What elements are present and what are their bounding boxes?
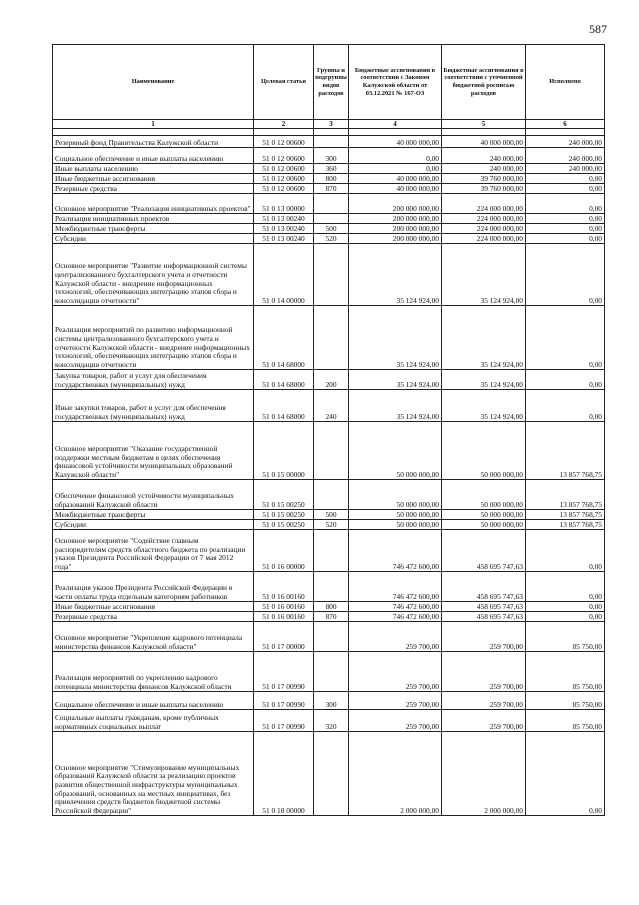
cell-target-code: 51 0 12 00600 — [254, 148, 314, 164]
cell-executed-amount: 0,00 — [526, 224, 605, 234]
cell-group: 240 — [314, 390, 349, 422]
cell-target-code: 51 0 17 00990 — [254, 652, 314, 692]
cell-refined-amount: 259 700,00 — [442, 692, 526, 710]
cell-law-amount: 200 000 000,00 — [349, 214, 442, 224]
cell-law-amount: 200 000 000,00 — [349, 194, 442, 214]
table-row — [53, 602, 605, 612]
cell-executed-amount: 13 857 768,75 — [526, 422, 605, 480]
cell-group: 500 — [314, 510, 349, 520]
cell-refined-amount: 259 700,00 — [442, 622, 526, 652]
cell-name: Иные выплаты населению — [53, 164, 254, 174]
cell-group: 520 — [314, 520, 349, 530]
cell-refined-amount: 35 124 924,00 — [442, 390, 526, 422]
cell-name: Реализация мероприятий по укреплению кадрового потенциала министерства финансов Калужской области — [53, 652, 254, 692]
cell-refined-amount: 458 695 747,63 — [442, 530, 526, 572]
cell-refined-amount: 224 000 000,00 — [442, 234, 526, 244]
table-row — [53, 520, 605, 530]
cell-target-code: 51 0 14 68000 — [254, 370, 314, 390]
cell-target-code: 51 0 14 00000 — [254, 244, 314, 306]
table-row — [53, 194, 605, 214]
cell-group — [314, 480, 349, 510]
cell-law-amount: 746 472 600,00 — [349, 572, 442, 602]
cell-group — [314, 732, 349, 816]
cell-law-amount: 35 124 924,00 — [349, 244, 442, 306]
cell-law-amount: 0,00 — [349, 148, 442, 164]
cell-refined-amount: 50 000 000,00 — [442, 520, 526, 530]
cell-group: 870 — [314, 184, 349, 194]
cell-executed-amount: 0,00 — [526, 306, 605, 370]
header-executed: Исполнено — [526, 45, 605, 120]
header-law: Бюджетные ассигнования в соответствии с Законом Калужской области от 03.12.2021 № 167-ОЗ — [349, 45, 442, 120]
cell-executed-amount: 0,00 — [526, 572, 605, 602]
table-row — [53, 622, 605, 652]
cell-name: Межбюджетные трансферты — [53, 510, 254, 520]
cell-refined-amount: 35 124 924,00 — [442, 370, 526, 390]
cell-executed-amount: 0,00 — [526, 602, 605, 612]
cell-name: Резервный фонд Правительства Калужской области — [53, 136, 254, 148]
cell-refined-amount: 458 695 747,63 — [442, 602, 526, 612]
cell-executed-amount: 0,00 — [526, 234, 605, 244]
cell-name: Субсидии — [53, 520, 254, 530]
table-row — [53, 306, 605, 370]
cell-name: Реализация мероприятий по развитию информационной системы централизованного бухгалтерского учета и отчетности Калужской области - внедрение информационных технологий, обеспечивающих интеграцию этапов сбора и консолидации отчетности — [53, 306, 254, 370]
cell-refined-amount: 259 700,00 — [442, 710, 526, 732]
cell-name: Социальные выплаты гражданам, кроме публичных нормативных социальных выплат — [53, 710, 254, 732]
cell-target-code: 51 0 18 00000 — [254, 732, 314, 816]
cell-executed-amount: 0,00 — [526, 174, 605, 184]
table-body — [53, 129, 605, 816]
cell-law-amount: 35 124 924,00 — [349, 390, 442, 422]
cell-group — [314, 136, 349, 148]
cell-name: Основное мероприятие "Стимулирование муниципальных образований Калужской области за реализацию проектов развития общественной инфраструктуры муниципальных образований, основанных на местных инициативах, без привлечения средств бюджетов бюджетной системы Российской Федерации" — [53, 732, 254, 816]
cell-target-code: 51 0 13 00240 — [254, 224, 314, 234]
cell-target-code: 51 0 12 00600 — [254, 136, 314, 148]
cell-group — [314, 572, 349, 602]
cell-group — [314, 530, 349, 572]
cell-name: Основное мероприятие "Оказание государственной поддержки местным бюджетам в целях обеспечения финансовой устойчивости муниципальных образований Калужской области" — [53, 422, 254, 480]
cell-refined-amount: 50 000 000,00 — [442, 510, 526, 520]
cell-executed-amount: 13 857 768,75 — [526, 520, 605, 530]
cell-executed-amount: 85 750,00 — [526, 622, 605, 652]
cell-law-amount: 40 000 000,00 — [349, 136, 442, 148]
cell-group — [314, 422, 349, 480]
budget-table — [52, 44, 605, 816]
table-row — [53, 572, 605, 602]
cell-executed-amount: 85 750,00 — [526, 710, 605, 732]
table-row — [53, 480, 605, 510]
table-row — [53, 692, 605, 710]
cell-group: 320 — [314, 710, 349, 732]
table-row — [53, 652, 605, 692]
cell-law-amount: 35 124 924,00 — [349, 306, 442, 370]
table-row — [53, 510, 605, 520]
column-index: 3 — [314, 120, 349, 129]
column-index-row — [53, 120, 605, 129]
cell-name: Основное мероприятие "Укрепление кадрового потенциала министерства финансов Калужской области" — [53, 622, 254, 652]
table-row — [53, 612, 605, 622]
cell-group: 800 — [314, 602, 349, 612]
cell-group — [314, 652, 349, 692]
cell-executed-amount: 0,00 — [526, 244, 605, 306]
header-group: Группы и подгруппы видов расходов — [314, 45, 349, 120]
cell-target-code: 51 0 13 00240 — [254, 214, 314, 224]
table-row — [53, 148, 605, 164]
cell-law-amount: 259 700,00 — [349, 710, 442, 732]
cell-refined-amount: 458 695 747,63 — [442, 572, 526, 602]
header-target: Целевая статья — [254, 45, 314, 120]
cell-refined-amount: 39 760 000,00 — [442, 174, 526, 184]
cell-name: Социальное обеспечение и иные выплаты населению — [53, 692, 254, 710]
column-index: 6 — [526, 120, 605, 129]
cell-law-amount: 50 000 000,00 — [349, 480, 442, 510]
cell-refined-amount: 240 000,00 — [442, 148, 526, 164]
cell-refined-amount: 50 000 000,00 — [442, 480, 526, 510]
table-row — [53, 422, 605, 480]
cell-executed-amount: 0,00 — [526, 194, 605, 214]
cell-law-amount: 50 000 000,00 — [349, 510, 442, 520]
cell-name: Резервные средства — [53, 612, 254, 622]
cell-group: 870 — [314, 612, 349, 622]
cell-executed-amount: 85 750,00 — [526, 652, 605, 692]
cell-executed-amount: 0,00 — [526, 184, 605, 194]
cell-refined-amount: 240 000,00 — [442, 164, 526, 174]
cell-target-code: 51 0 15 00250 — [254, 510, 314, 520]
column-index: 2 — [254, 120, 314, 129]
cell-executed-amount: 0,00 — [526, 390, 605, 422]
cell-law-amount: 746 472 600,00 — [349, 612, 442, 622]
cell-name: Резервные средства — [53, 184, 254, 194]
cell-group — [314, 194, 349, 214]
cell-name: Социальное обеспечение и иные выплаты населению — [53, 148, 254, 164]
cell-executed-amount: 240 000,00 — [526, 148, 605, 164]
cell-law-amount: 40 000 000,00 — [349, 184, 442, 194]
column-index: 1 — [53, 120, 254, 129]
cell-name: Реализация инициативных проектов — [53, 214, 254, 224]
cell-target-code: 51 0 17 00000 — [254, 622, 314, 652]
cell-target-code: 51 0 15 00250 — [254, 520, 314, 530]
cell-group — [314, 622, 349, 652]
cell-target-code: 51 0 16 00160 — [254, 572, 314, 602]
cell-refined-amount: 35 124 924,00 — [442, 306, 526, 370]
cell-refined-amount: 39 760 000,00 — [442, 184, 526, 194]
cell-group — [314, 244, 349, 306]
cell-executed-amount: 0,00 — [526, 732, 605, 816]
cell-target-code: 51 0 16 00160 — [254, 602, 314, 612]
cell-refined-amount: 224 000 000,00 — [442, 224, 526, 234]
cell-name: Закупка товаров, работ и услуг для обеспечения государственных (муниципальных) нужд — [53, 370, 254, 390]
cell-executed-amount: 0,00 — [526, 370, 605, 390]
cell-law-amount: 40 000 000,00 — [349, 174, 442, 184]
cell-law-amount: 259 700,00 — [349, 622, 442, 652]
cell-refined-amount: 50 000 000,00 — [442, 422, 526, 480]
cell-refined-amount: 35 124 924,00 — [442, 244, 526, 306]
cell-refined-amount: 40 000 000,00 — [442, 136, 526, 148]
cell-law-amount: 259 700,00 — [349, 652, 442, 692]
column-index: 4 — [349, 120, 442, 129]
cell-law-amount: 200 000 000,00 — [349, 234, 442, 244]
cell-name: Межбюджетные трансферты — [53, 224, 254, 234]
header-row — [53, 45, 605, 120]
cell-name: Иные бюджетные ассигнования — [53, 602, 254, 612]
cell-law-amount: 50 000 000,00 — [349, 520, 442, 530]
table-row — [53, 234, 605, 244]
cell-target-code: 51 0 12 00600 — [254, 164, 314, 174]
cell-name: Основное мероприятие "Содействие главным распорядителям средств областного бюджета по реализации указов Президента Российской Федерации от 7 мая 2012 года" — [53, 530, 254, 572]
cell-group: 520 — [314, 234, 349, 244]
cell-target-code: 51 0 16 00000 — [254, 530, 314, 572]
cell-law-amount: 2 000 000,00 — [349, 732, 442, 816]
table-row — [53, 224, 605, 234]
table-row — [53, 244, 605, 306]
table-row — [53, 390, 605, 422]
cell-law-amount: 50 000 000,00 — [349, 422, 442, 480]
cell-law-amount: 200 000 000,00 — [349, 224, 442, 234]
cell-target-code: 51 0 15 00000 — [254, 422, 314, 480]
cell-refined-amount: 458 695 747,63 — [442, 612, 526, 622]
table-row — [53, 732, 605, 816]
cell-target-code: 51 0 13 00240 — [254, 234, 314, 244]
cell-executed-amount: 13 857 768,75 — [526, 510, 605, 520]
cell-refined-amount: 224 000 000,00 — [442, 194, 526, 214]
cell-group: 360 — [314, 164, 349, 174]
cell-group: 300 — [314, 692, 349, 710]
table-row — [53, 710, 605, 732]
cell-group: 800 — [314, 174, 349, 184]
cell-target-code: 51 0 14 68000 — [254, 390, 314, 422]
cell-target-code: 51 0 17 00990 — [254, 710, 314, 732]
cell-law-amount: 0,00 — [349, 164, 442, 174]
cell-target-code: 51 0 15 00250 — [254, 480, 314, 510]
cell-executed-amount: 85 750,00 — [526, 692, 605, 710]
cell-target-code: 51 0 16 00160 — [254, 612, 314, 622]
cell-executed-amount: 240 000,00 — [526, 136, 605, 148]
cell-executed-amount: 0,00 — [526, 530, 605, 572]
page-number: 587 — [589, 22, 607, 36]
cell-group: 500 — [314, 224, 349, 234]
cell-target-code: 51 0 14 68000 — [254, 306, 314, 370]
table-row — [53, 136, 605, 148]
cell-law-amount: 259 700,00 — [349, 692, 442, 710]
cell-group: 300 — [314, 148, 349, 164]
table-row — [53, 214, 605, 224]
table-row — [53, 370, 605, 390]
cell-target-code: 51 0 12 00600 — [254, 184, 314, 194]
cell-executed-amount: 0,00 — [526, 612, 605, 622]
cell-executed-amount: 0,00 — [526, 214, 605, 224]
cell-refined-amount: 259 700,00 — [442, 652, 526, 692]
cell-name: Реализация указов Президента Российской Федерации в части оплаты труда отдельным категориям работников — [53, 572, 254, 602]
table-row — [53, 174, 605, 184]
cell-name: Субсидии — [53, 234, 254, 244]
header-name: Наименование — [53, 45, 254, 120]
cell-target-code: 51 0 13 00000 — [254, 194, 314, 214]
cell-name: Основное мероприятие "Развитие информационной системы централизованного бухгалтерского учета и отчетности Калужской области - внедрение информационных технологий, обеспечивающих интеграцию этапов сбора и консолидации отчетности" — [53, 244, 254, 306]
column-index: 5 — [442, 120, 526, 129]
cell-name: Обеспечение финансовой устойчивости муниципальных образований Калужской области — [53, 480, 254, 510]
cell-executed-amount: 240 000,00 — [526, 164, 605, 174]
cell-law-amount: 35 124 924,00 — [349, 370, 442, 390]
cell-group — [314, 214, 349, 224]
cell-refined-amount: 224 000 000,00 — [442, 214, 526, 224]
table-row — [53, 530, 605, 572]
cell-target-code: 51 0 12 00600 — [254, 174, 314, 184]
cell-name: Иные закупки товаров, работ и услуг для обеспечения государственных (муниципальных) нужд — [53, 390, 254, 422]
cell-law-amount: 746 472 600,00 — [349, 530, 442, 572]
spacer-row — [53, 129, 605, 136]
table-row — [53, 164, 605, 174]
header-refined: Бюджетные ассигнования в соответствии с уточненной бюджетной росписью расходов — [442, 45, 526, 120]
cell-law-amount: 746 472 600,00 — [349, 602, 442, 612]
cell-executed-amount: 13 857 768,75 — [526, 480, 605, 510]
cell-name: Основное мероприятие "Реализация инициативных проектов" — [53, 194, 254, 214]
cell-target-code: 51 0 17 00990 — [254, 692, 314, 710]
cell-name: Иные бюджетные ассигнования — [53, 174, 254, 184]
table-row — [53, 184, 605, 194]
cell-refined-amount: 2 000 000,00 — [442, 732, 526, 816]
cell-group — [314, 306, 349, 370]
cell-group: 200 — [314, 370, 349, 390]
